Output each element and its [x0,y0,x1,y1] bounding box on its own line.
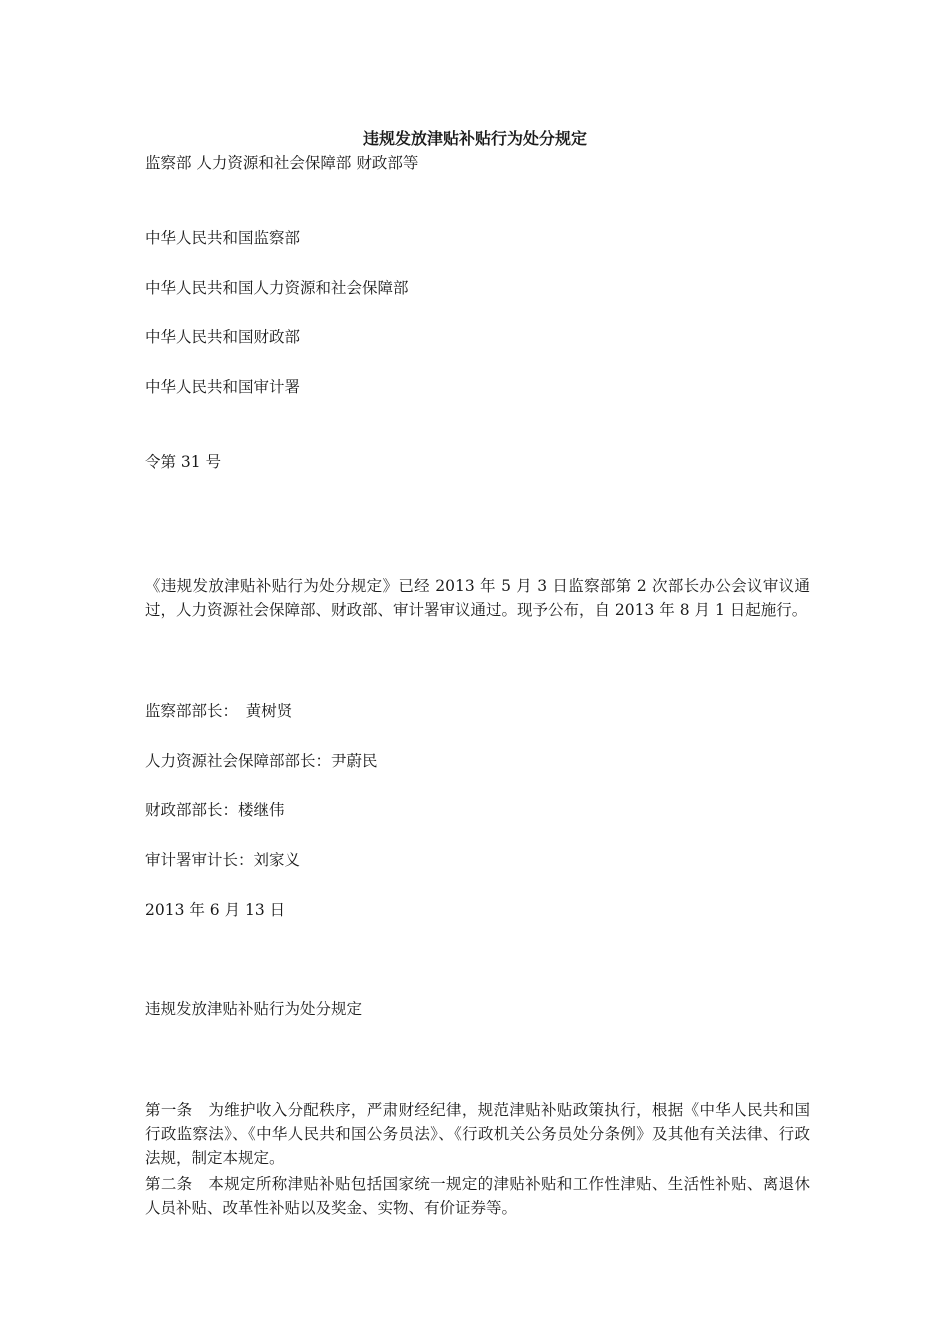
signatory: 监察部部长： 黄树贤 [145,702,293,720]
issuing-body: 中华人民共和国监察部 [145,229,301,247]
announcement-paragraph: 《违规发放津贴补贴行为处分规定》已经 2013 年 5 月 3 日监察部第 2 次部长办公会议审议通过，人力资源社会保障部、财政部、审计署审议通过。现予公布，自 2013 年 8 月 1 日起施行。 [145,577,810,619]
article-paragraph: 第一条 为维护收入分配秩序，严肃财经纪律，规范津贴补贴政策执行，根据《中华人民共和国行政监察法》、《中华人民共和国公务员法》、《行政机关公务员处分条例》及其他有关法律、行政法规，制定本规定。 [145,1101,810,1167]
issuing-body: 中华人民共和国财政部 [145,328,301,346]
issuing-body: 中华人民共和国审计署 [145,378,301,396]
issuers-line: 监察部 人力资源和社会保障部 财政部等 [145,154,419,172]
signatory: 审计署审计长：刘家义 [145,851,301,869]
signatory: 财政部部长：楼继伟 [145,801,285,819]
document-title: 违规发放津贴补贴行为处分规定 [362,129,587,148]
order-number: 令第 31 号 [145,453,222,471]
article-paragraph: 第二条 本规定所称津贴补贴包括国家统一规定的津贴补贴和工作性津贴、生活性补贴、离退休人员补贴、改革性补贴以及奖金、实物、有价证券等。 [145,1175,810,1217]
issuing-body: 中华人民共和国人力资源和社会保障部 [145,279,409,297]
issue-date: 2013 年 6 月 13 日 [145,901,286,919]
body-title: 违规发放津贴补贴行为处分规定 [145,1000,363,1018]
signatory: 人力资源社会保障部部长：尹蔚民 [145,752,378,770]
